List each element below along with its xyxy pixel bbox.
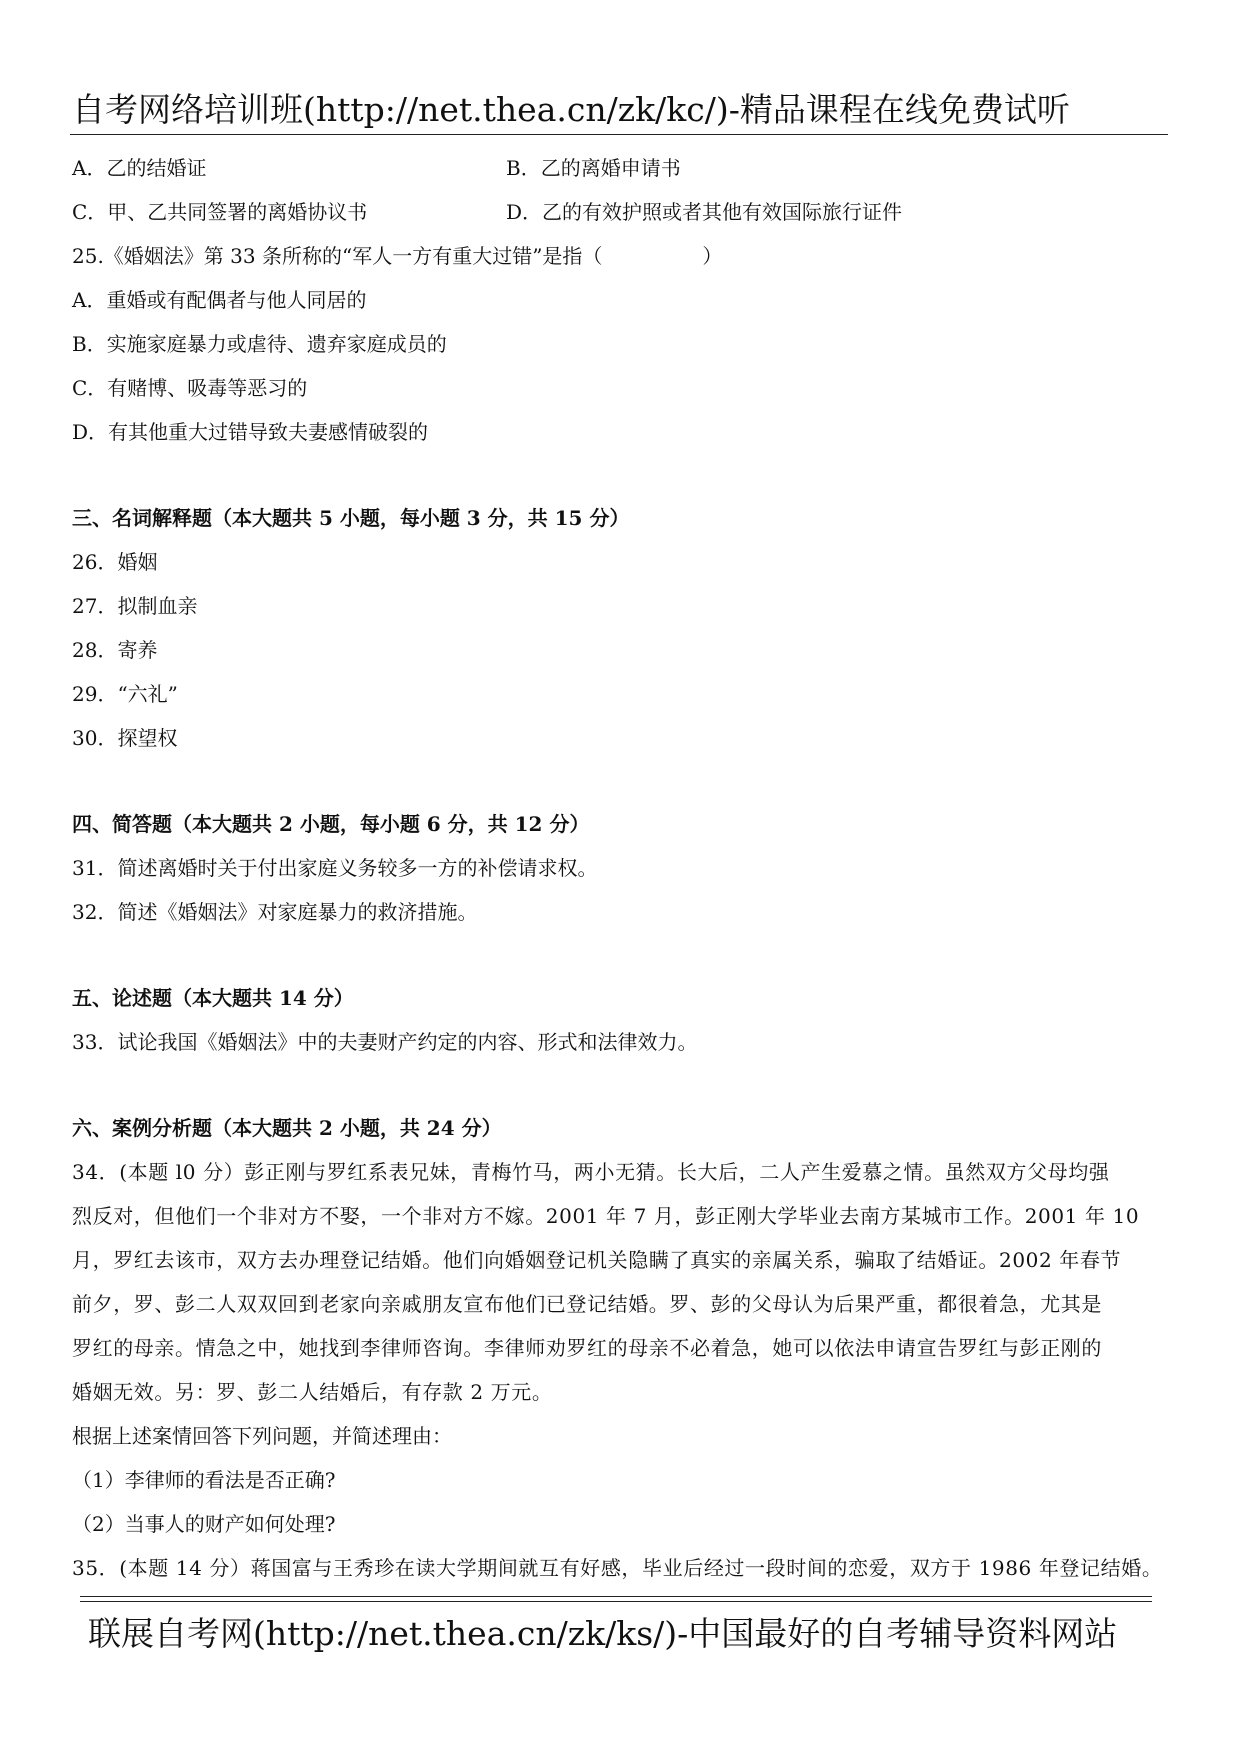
q34-line: 34．(本题 l0 分）彭正刚与罗红系表兄妹，青梅竹马，两小无猜。长大后，二人产生爱慕之情。虽然双方父母均强 xyxy=(72,1160,1110,1184)
q24-options-row-1 xyxy=(72,146,1172,190)
q25-option-b: B．实施家庭暴力或虐待、遗弃家庭成员的 xyxy=(72,332,447,356)
q34-line: 罗红的母亲。情急之中，她找到李律师咨询。李律师劝罗红的母亲不必着急，她可以依法申请宣告罗红与彭正刚的 xyxy=(72,1336,1102,1360)
q26-item: 26．婚姻 xyxy=(72,550,158,574)
q25-option-d: D．有其他重大过错导致夫妻感情破裂的 xyxy=(72,420,429,444)
section-4-title: 四、简答题（本大题共 2 小题，每小题 6 分，共 12 分） xyxy=(72,812,590,836)
q32-item: 32．简述《婚姻法》对家庭暴力的救济措施。 xyxy=(72,900,478,924)
section-5-title: 五、论述题（本大题共 14 分） xyxy=(72,986,354,1010)
q34-line: 月，罗红去该市，双方去办理登记结婚。他们向婚姻登记机关隐瞒了真实的亲属关系，骗取了结婚证。2002 年春节 xyxy=(72,1248,1122,1272)
q28-item: 28．寄养 xyxy=(72,638,158,662)
q34-line: 烈反对，但他们一个非对方不娶，一个非对方不嫁。2001 年 7 月，彭正刚大学毕业去南方某城市工作。2001 年 10 xyxy=(72,1204,1140,1228)
q25-stem: 25.《婚姻法》第 33 条所称的“军人一方有重大过错”是指（ ） xyxy=(72,244,723,268)
q29-item: 29．“六礼” xyxy=(72,682,178,706)
page-footer: 联展自考网(http://net.thea.cn/zk/ks/)-中国最好的自考辅导资料网站 xyxy=(88,1614,1118,1653)
header-divider xyxy=(70,134,1168,135)
q25-option-c: C．有赌博、吸毒等恶习的 xyxy=(72,376,308,400)
q24-options-row-2 xyxy=(72,190,1172,234)
q34-line: 前夕，罗、彭二人双双回到老家向亲戚朋友宣布他们已登记结婚。罗、彭的父母认为后果严重，都很着急，尤其是 xyxy=(72,1292,1102,1316)
footer-divider-top xyxy=(80,1596,1152,1597)
q30-item: 30．探望权 xyxy=(72,726,178,750)
footer-divider-bottom xyxy=(80,1601,1152,1602)
q31-item: 31．简述离婚时关于付出家庭义务较多一方的补偿请求权。 xyxy=(72,856,598,880)
q27-item: 27．拟制血亲 xyxy=(72,594,198,618)
exam-content xyxy=(72,146,1172,1590)
q25-option-a: A．重婚或有配偶者与他人同居的 xyxy=(72,288,367,312)
q35-line: 35．(本题 14 分）蒋国富与王秀珍在读大学期间就互有好感，毕业后经过一段时间的恋爱，双方于 1986 年登记结婚。 xyxy=(72,1556,1163,1580)
q24-option-a: A．乙的结婚证 xyxy=(72,156,207,180)
q24-option-c: C．甲、乙共同签署的离婚协议书 xyxy=(72,200,368,224)
section-6-title: 六、案例分析题（本大题共 2 小题，共 24 分） xyxy=(72,1116,502,1140)
q24-option-b: B．乙的离婚申请书 xyxy=(506,156,681,180)
q34-line: 婚姻无效。另：罗、彭二人结婚后，有存款 2 万元。 xyxy=(72,1380,553,1404)
page-header: 自考网络培训班(http://net.thea.cn/zk/kc/)-精品课程在线免费试听 xyxy=(72,90,1070,129)
q34-question-2: （2）当事人的财产如何处理? xyxy=(72,1512,336,1536)
q33-item: 33．试论我国《婚姻法》中的夫妻财产约定的内容、形式和法律效力。 xyxy=(72,1030,698,1054)
q24-option-d: D．乙的有效护照或者其他有效国际旅行证件 xyxy=(506,200,903,224)
q34-prompt: 根据上述案情回答下列问题，并简述理由： xyxy=(72,1424,452,1448)
section-3-title: 三、名词解释题（本大题共 5 小题，每小题 3 分，共 15 分） xyxy=(72,506,630,530)
q34-question-1: （1）李律师的看法是否正确? xyxy=(72,1468,336,1492)
